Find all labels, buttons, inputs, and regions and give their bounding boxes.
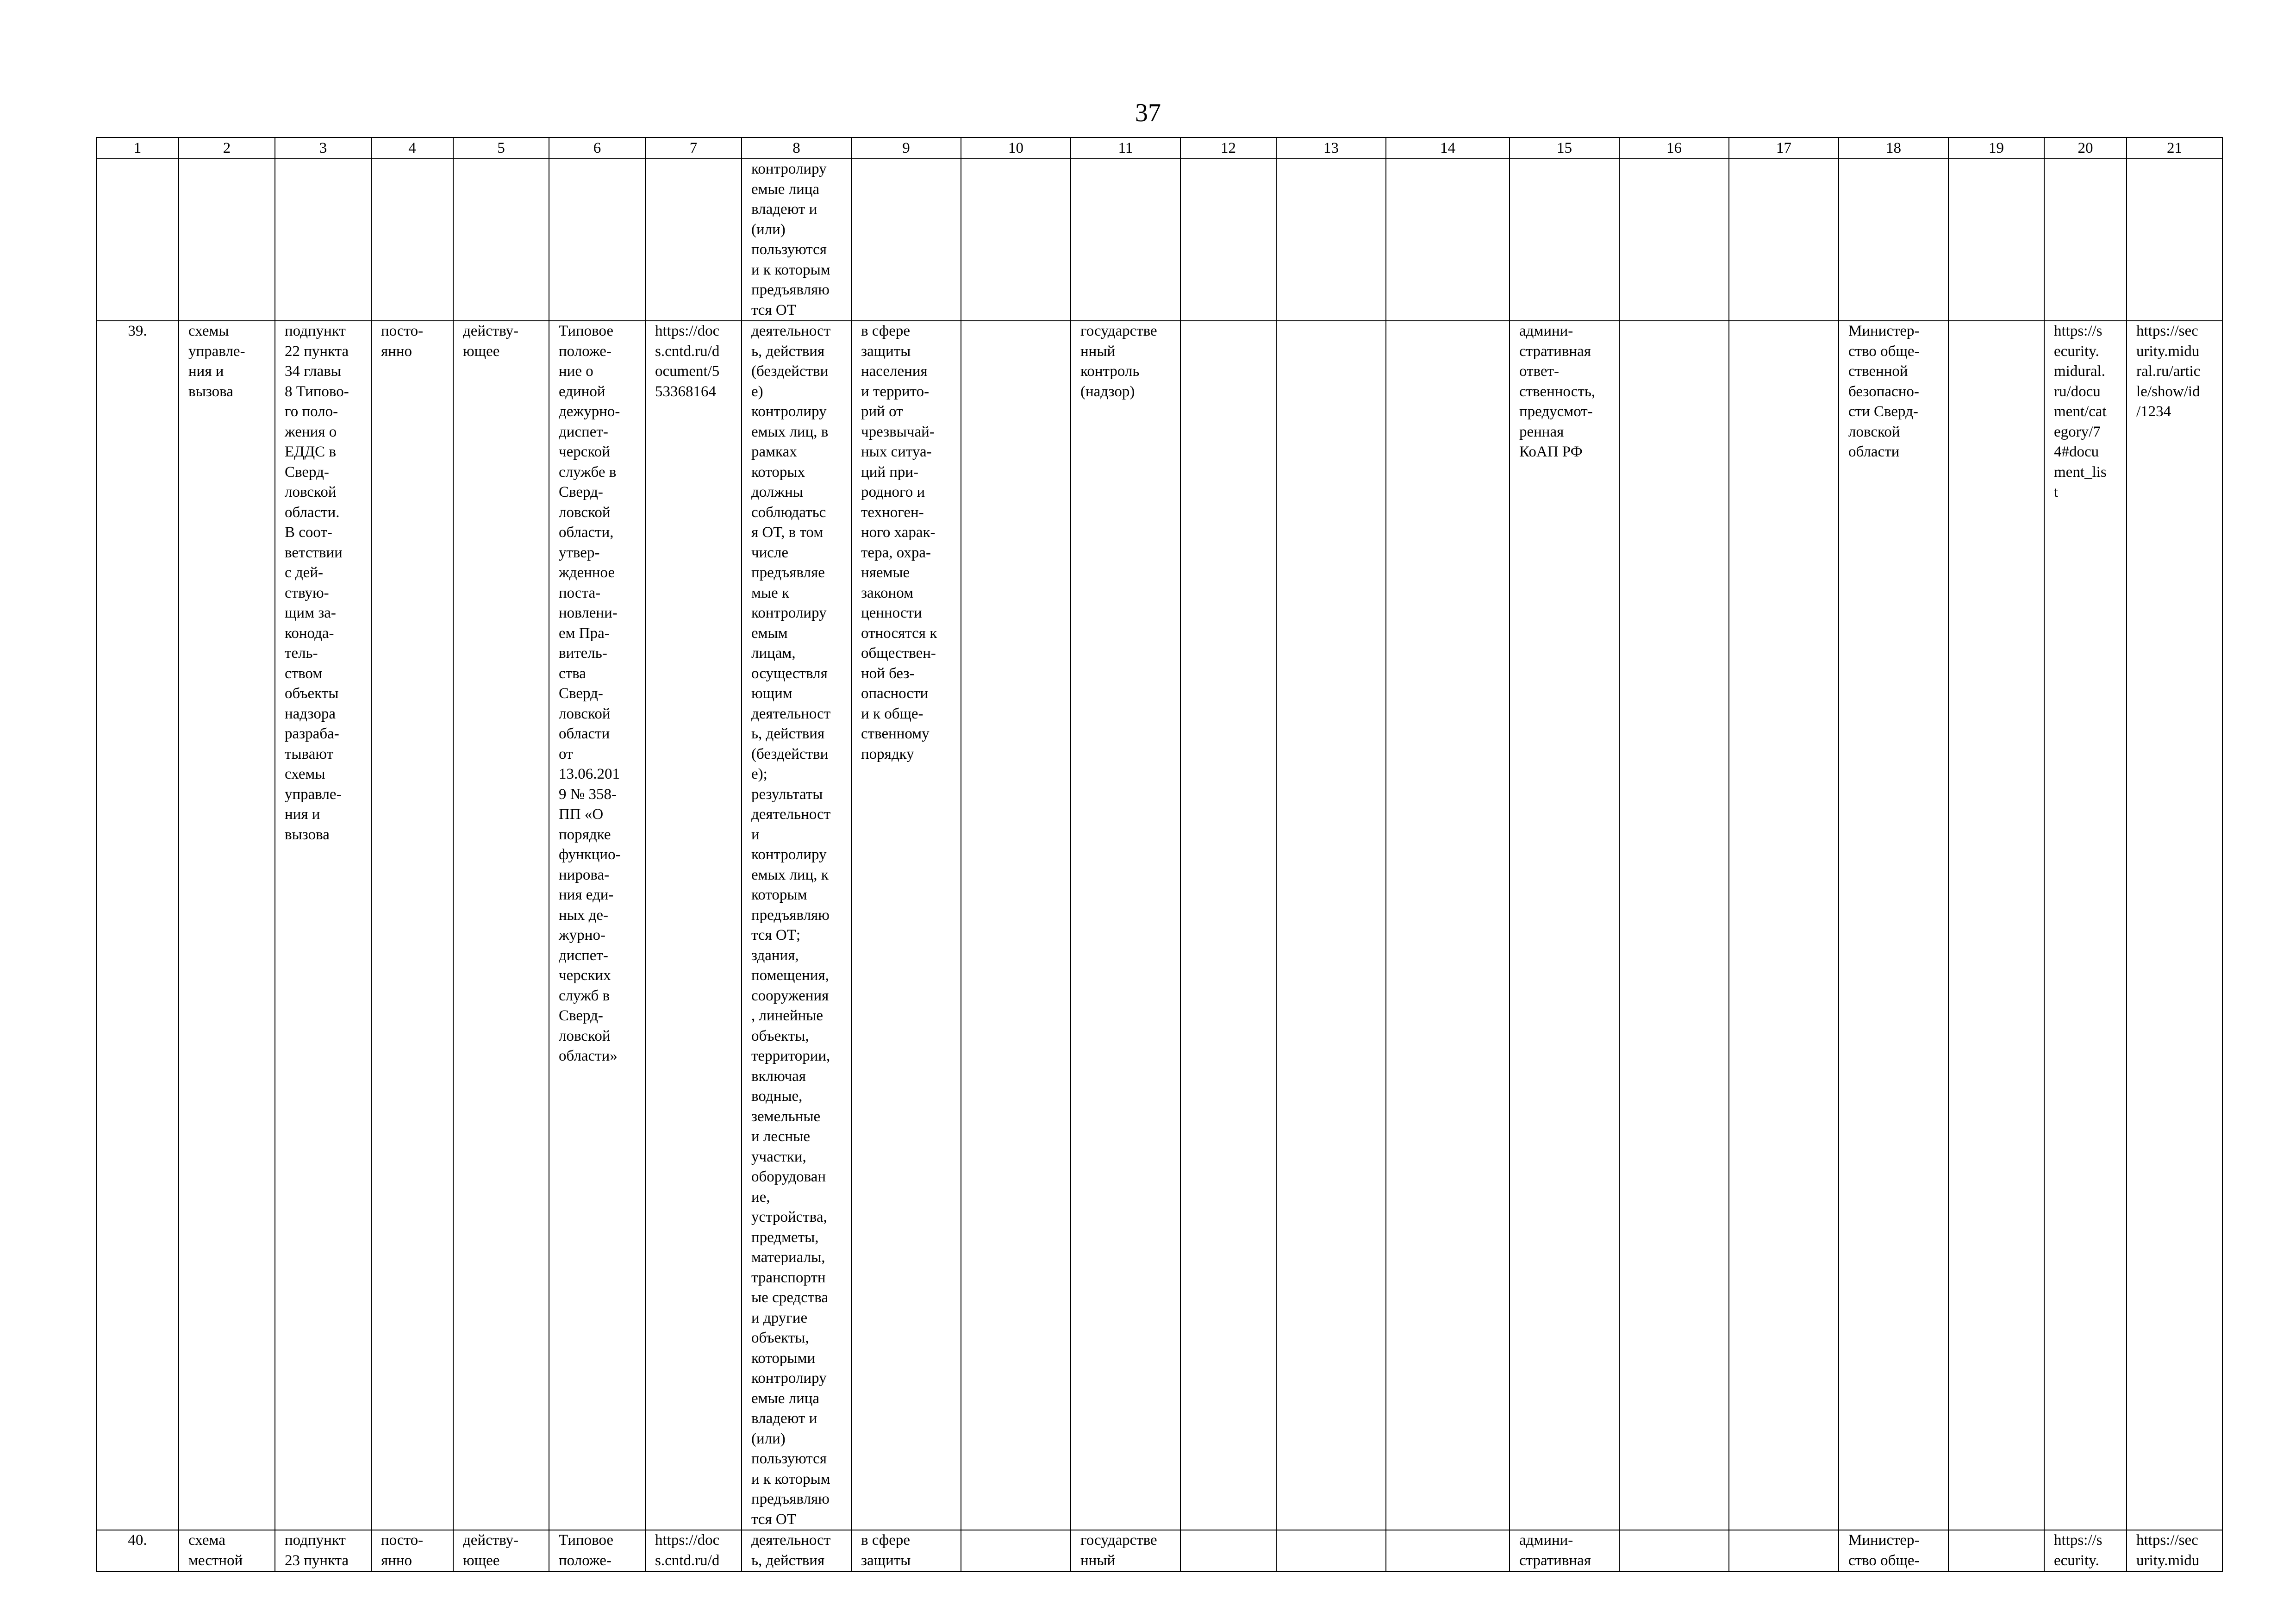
page-number: 37 bbox=[1135, 99, 1161, 127]
column-number: 13 bbox=[1276, 137, 1386, 159]
column-number: 1 bbox=[96, 137, 179, 159]
table-cell bbox=[1619, 1530, 1729, 1572]
row-number: 39. bbox=[96, 321, 179, 1530]
table-cell bbox=[96, 159, 179, 321]
table-cell: деятельност ь, действия (бездействи е) контролиру емых лиц, в рамках которых должны соблюдатьс я ОТ, в том числе предъявляе мые к контролиру емым лицам, осуществля ющим деятельност ь, действия (бездействи е); результаты деятельност и контролиру емых лиц, к которым предъявляю тся ОТ; здания, помещения, сооружения , линейные объекты, территории, включая водные, земельные и лесные участки, оборудован ие, устройства, предметы, материалы, транспортн ые средства и другие объекты, которыми контролиру емые лица владеют и (или) пользуются и к которым предъявляю тся ОТ bbox=[742, 321, 851, 1530]
table-cell: деятельност ь, действия bbox=[742, 1530, 851, 1572]
column-number: 20 bbox=[2044, 137, 2127, 159]
table-cell: схема местной bbox=[179, 1530, 275, 1572]
table-cell-link: https://s ecurity. bbox=[2044, 1530, 2127, 1572]
column-number: 21 bbox=[2127, 137, 2222, 159]
table-cell bbox=[1948, 159, 2044, 321]
table-cell bbox=[1386, 159, 1510, 321]
table-cell: админи- стративная ответ- ственность, предусмот- ренная КоАП РФ bbox=[1510, 321, 1619, 1530]
table-row-39 bbox=[96, 321, 2222, 1530]
table-cell bbox=[1180, 1530, 1276, 1572]
table-cell: Типовое положе- ние о единой дежурно- диспет- черской службе в Сверд- ловской области, утвер- жденное поста- новлени- ем Пра- витель- ства Сверд- ловской области от 13.06.201 9 № 358- ПП «О порядке функцио- нирова- ния еди- ных де- журно- диспет- черских служб в Сверд- ловской области» bbox=[549, 321, 645, 1530]
table-cell bbox=[549, 159, 645, 321]
table-cell bbox=[1276, 1530, 1386, 1572]
table-cell: Типовое положе- bbox=[549, 1530, 645, 1572]
column-number: 17 bbox=[1729, 137, 1839, 159]
table-cell bbox=[961, 321, 1071, 1530]
column-number: 8 bbox=[742, 137, 851, 159]
column-number: 14 bbox=[1386, 137, 1510, 159]
table-cell bbox=[1619, 159, 1729, 321]
table-cell bbox=[1510, 159, 1619, 321]
table-cell: в сфере защиты населения и террито- рий от чрезвычай- ных ситуа- ций при- родного и техноген- ного харак- тера, охра- няемые законом ценности относятся к обществен- ной без- опасности и к обще- ственному порядку bbox=[851, 321, 961, 1530]
table-cell: действу- ющее bbox=[453, 321, 549, 1530]
table-cell bbox=[1619, 321, 1729, 1530]
column-number: 9 bbox=[851, 137, 961, 159]
table-cell bbox=[371, 159, 453, 321]
table-cell bbox=[1386, 321, 1510, 1530]
table-cell: государстве нный контроль (надзор) bbox=[1071, 321, 1180, 1530]
table-cell bbox=[1386, 1530, 1510, 1572]
table-cell bbox=[1276, 321, 1386, 1530]
table-cell bbox=[1180, 321, 1276, 1530]
column-number: 2 bbox=[179, 137, 275, 159]
table-cell: схемы управле- ния и вызова bbox=[179, 321, 275, 1530]
table-cell bbox=[179, 159, 275, 321]
table-cell bbox=[453, 159, 549, 321]
table-cell bbox=[2044, 159, 2127, 321]
table-row-continuation bbox=[96, 159, 2222, 321]
column-number: 15 bbox=[1510, 137, 1619, 159]
column-number: 5 bbox=[453, 137, 549, 159]
table-cell bbox=[645, 159, 742, 321]
table-cell bbox=[1729, 1530, 1839, 1572]
column-number: 18 bbox=[1839, 137, 1948, 159]
table-cell: подпункт 22 пункта 34 главы 8 Типово- го поло- жения о ЕДДС в Сверд- ловской области. В соот- ветствии с дей- ствую- щим за- конода- тель- ством объекты надзора разраба- тывают схемы управле- ния и вызова bbox=[275, 321, 371, 1530]
table-cell: действу- ющее bbox=[453, 1530, 549, 1572]
table-cell: контролиру емые лица владеют и (или) пользуются и к которым предъявляю тся ОТ bbox=[742, 159, 851, 321]
table-cell bbox=[1729, 159, 1839, 321]
table-cell bbox=[1948, 321, 2044, 1530]
table-cell: Министер- ство обще- bbox=[1839, 1530, 1948, 1572]
table-cell bbox=[1276, 159, 1386, 321]
table-cell bbox=[275, 159, 371, 321]
column-number: 6 bbox=[549, 137, 645, 159]
table-cell: админи- стративная bbox=[1510, 1530, 1619, 1572]
table-cell bbox=[1071, 159, 1180, 321]
table-cell bbox=[961, 159, 1071, 321]
table-cell bbox=[1948, 1530, 2044, 1572]
table-cell: посто- янно bbox=[371, 1530, 453, 1572]
table-cell: Министер- ство обще- ственной безопасно- сти Сверд- ловской области bbox=[1839, 321, 1948, 1530]
table-cell-link: https://s ecurity. midural. ru/docu ment/cat egory/7 4#docu ment_lis t bbox=[2044, 321, 2127, 1530]
table-cell-link: https://sec urity.midu ral.ru/artic le/show/id /1234 bbox=[2127, 321, 2222, 1530]
table-row-40 bbox=[96, 1530, 2222, 1572]
row-number: 40. bbox=[96, 1530, 179, 1572]
column-number: 16 bbox=[1619, 137, 1729, 159]
table-cell-link: https://doc s.cntd.ru/d bbox=[645, 1530, 742, 1572]
column-number: 19 bbox=[1948, 137, 2044, 159]
column-number: 3 bbox=[275, 137, 371, 159]
regulation-table bbox=[96, 137, 2223, 1572]
table-cell-link: https://doc s.cntd.ru/d ocument/5 53368164 bbox=[645, 321, 742, 1530]
table-cell: в сфере защиты bbox=[851, 1530, 961, 1572]
table-cell: государстве нный bbox=[1071, 1530, 1180, 1572]
table-cell-link: https://sec urity.midu bbox=[2127, 1530, 2222, 1572]
column-number-row bbox=[96, 137, 2222, 159]
table-cell: посто- янно bbox=[371, 321, 453, 1530]
table-cell bbox=[2127, 159, 2222, 321]
column-number: 12 bbox=[1180, 137, 1276, 159]
column-number: 11 bbox=[1071, 137, 1180, 159]
table-cell bbox=[1729, 321, 1839, 1530]
table-cell bbox=[961, 1530, 1071, 1572]
column-number: 7 bbox=[645, 137, 742, 159]
column-number: 10 bbox=[961, 137, 1071, 159]
table-cell bbox=[1180, 159, 1276, 321]
table-cell: подпункт 23 пункта bbox=[275, 1530, 371, 1572]
table-cell bbox=[851, 159, 961, 321]
table-cell bbox=[1839, 159, 1948, 321]
column-number: 4 bbox=[371, 137, 453, 159]
